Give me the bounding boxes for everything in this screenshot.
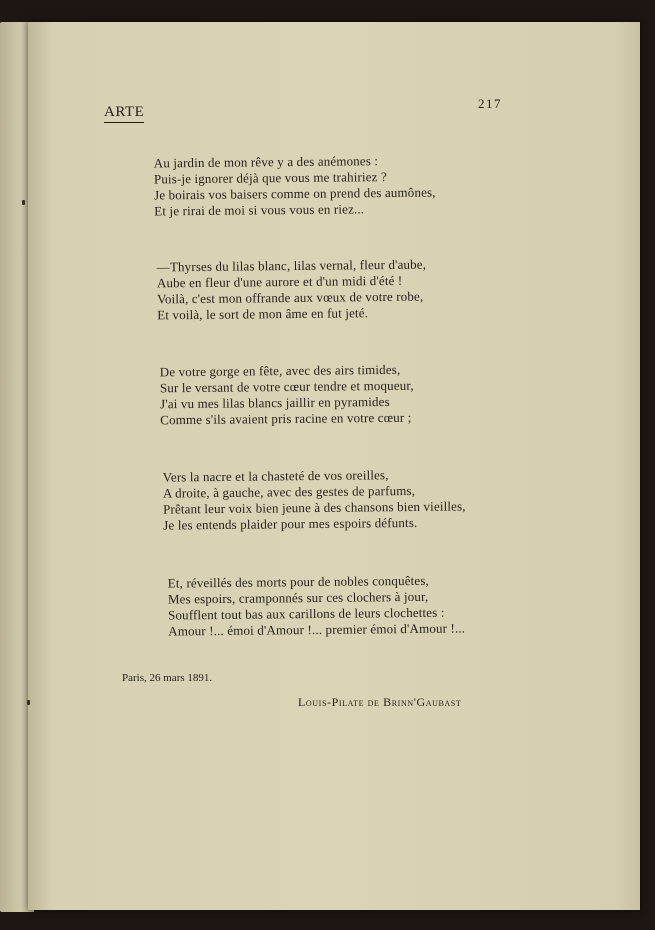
stanza-2 — [157, 257, 427, 324]
verse-line: Aube en fleur d'une aurore et d'un midi d'été ! — [156, 272, 403, 291]
verse-line: Au jardin de mon rêve y a des anémones : — [153, 153, 379, 171]
running-title: ARTE — [104, 104, 144, 123]
verse-line: Vers la nacre et la chasteté de vos oreilles, — [162, 467, 389, 485]
verse-line: Et je rirai de moi si vous vous en riez... — [154, 201, 365, 219]
author-signature: Louis-Pilate de Brinn'Gaubast — [298, 695, 462, 709]
verse-line: Je boirais vos baisers comme on prend des aumônes, — [154, 184, 436, 203]
verse-line: A droite, à gauche, avec des gestes de parfums, — [162, 482, 416, 501]
verse-line: Comme s'ils avaient pris racine en votre cœur ; — [160, 409, 412, 428]
verse-line: Je les entends plaider pour mes espoirs défunts. — [163, 514, 418, 533]
verse-line: —Thyrses du lilas blanc, lilas vernal, fleur d'aube, — [156, 256, 427, 275]
verse-line: Mes espoirs, cramponnés sur ces clochers à jour, — [167, 588, 429, 607]
verse-line: Sur le versant de votre cœur tendre et moqueur, — [159, 377, 414, 396]
verse-line: Amour !... émoi d'Amour !... premier émoi d'Amour !... — [168, 620, 466, 639]
dateline: Paris, 26 mars 1891. — [122, 672, 213, 684]
verse-line: Et voilà, le sort de mon âme en fut jeté. — [157, 305, 369, 323]
stanza-1 — [154, 153, 436, 220]
verse-line: Et, réveillés des morts pour de nobles conquêtes, — [167, 572, 429, 591]
verse-line: De votre gorge en fête, avec des airs timides, — [159, 361, 401, 380]
stanza-5 — [168, 572, 466, 639]
page-number: 217 — [478, 96, 502, 111]
verse-line: Soufflent tout bas aux carillons de leurs clochettes : — [168, 604, 445, 623]
verse-line: Voilà, c'est mon offrande aux vœux de votre robe, — [157, 288, 424, 307]
stanza-4 — [163, 466, 466, 533]
verse-line: Prêtant leur voix bien jeune à des chansons bien vieilles, — [163, 498, 466, 517]
margin-mark — [27, 700, 30, 705]
margin-mark — [22, 200, 25, 205]
verse-line: J'ai vu mes lilas blancs jaillir en pyramides — [160, 393, 390, 412]
stanza-3 — [160, 362, 414, 429]
verse-line: Puis-je ignorer déjà que vous me trahiriez ? — [153, 169, 387, 187]
